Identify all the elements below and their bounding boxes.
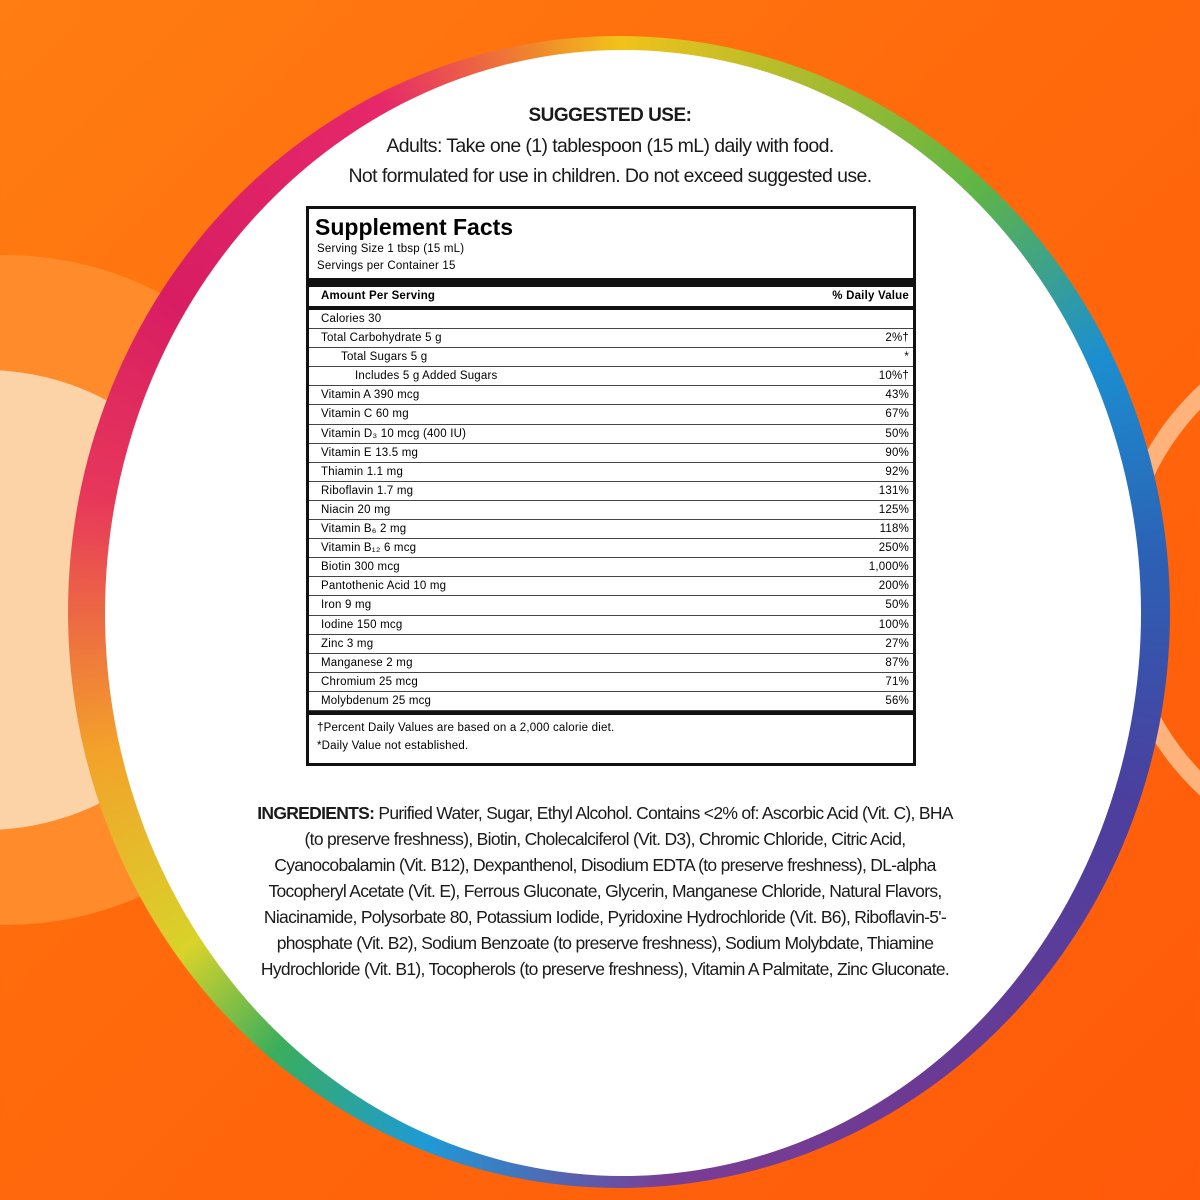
- facts-row: [309, 558, 913, 577]
- nutrient-daily-value: 200%: [878, 580, 909, 593]
- ingredients-text: Purified Water, Sugar, Ethyl Alcohol. Contains <2% of: Ascorbic Acid (Vit. C), BHA (to preserve freshness), Biotin, Cholecalciferol (Vit. D3), Chromic Chloride, Citric Acid, Cyanocobalamin (Vit. B12), Dexpanthenol, Disodium EDTA (to preserve freshness), DL-alpha Tocopheryl Acetate (Vit. E), Ferrous Gluconate, Glycerin, Manganese Chloride, Natural Flavors, Niacinamide, Polysorbate 80, Potassium Iodide, Pyridoxine Hydrochloride (Vit. B6), Riboflavin-5'- phosphate (Vit. B2), Sodium Benzoate (to preserve freshness), Sodium Molybdate, Thiamine Hydrochloride (Vit. B1), Tocopherols (to preserve freshness), Vitamin A Palmitate, Zinc Gluconate.: [260, 803, 953, 979]
- nutrient-daily-value: 100%: [878, 618, 909, 631]
- nutrient-name: Iron 9 mg: [321, 599, 372, 612]
- facts-row: [309, 654, 913, 673]
- nutrient-daily-value: 56%: [885, 694, 909, 707]
- nutrient-name: Vitamin B₆ 2 mg: [321, 523, 407, 536]
- nutrient-name: Vitamin C 60 mg: [321, 408, 409, 421]
- facts-row: [309, 520, 913, 539]
- nutrient-daily-value: 27%: [885, 637, 909, 650]
- facts-header-row: [309, 287, 913, 306]
- nutrient-daily-value: 2%†: [885, 332, 909, 345]
- suggested-use-line: Not formulated for use in children. Do not exceed suggested use.: [348, 165, 872, 187]
- ingredients-section: [255, 800, 955, 982]
- nutrient-name: Manganese 2 mg: [321, 656, 413, 669]
- facts-rows: [309, 310, 913, 711]
- nutrient-daily-value: 250%: [878, 542, 909, 555]
- facts-row: [309, 329, 913, 348]
- nutrient-name: Chromium 25 mcg: [321, 675, 418, 688]
- nutrient-daily-value: *: [904, 351, 909, 364]
- facts-row: [309, 577, 913, 596]
- facts-row: [309, 405, 913, 424]
- nutrient-daily-value: 43%: [885, 389, 909, 402]
- nutrient-daily-value: 118%: [879, 523, 909, 536]
- nutrient-name: Total Carbohydrate 5 g: [321, 332, 442, 345]
- nutrient-name: Molybdenum 25 mcg: [321, 694, 432, 707]
- footnote: †Percent Daily Values are based on a 2,000 calorie diet.: [317, 721, 615, 734]
- nutrient-daily-value: 50%: [885, 427, 909, 440]
- facts-row: [309, 463, 913, 482]
- nutrient-name: Total Sugars 5 g: [341, 351, 428, 364]
- facts-row: [309, 635, 913, 654]
- facts-row: [309, 673, 913, 692]
- facts-row: [309, 425, 913, 444]
- nutrient-name: Pantothenic Acid 10 mg: [321, 580, 447, 593]
- servings-per-container: Servings per Container 15: [317, 260, 456, 272]
- nutrient-name: Thiamin 1.1 mg: [321, 465, 404, 478]
- nutrient-daily-value: 125%: [878, 503, 909, 516]
- nutrient-name: Includes 5 g Added Sugars: [355, 370, 498, 383]
- footnotes: [309, 715, 913, 763]
- serving-size: Serving Size 1 tbsp (15 mL): [317, 243, 465, 255]
- suggested-use-line: Adults: Take one (1) tablespoon (15 mL) daily with food.: [386, 135, 834, 157]
- nutrient-name: Iodine 150 mcg: [321, 618, 403, 631]
- facts-row: [309, 310, 913, 329]
- nutrient-name: Niacin 20 mg: [321, 503, 391, 516]
- facts-row: [309, 444, 913, 463]
- nutrient-daily-value: 90%: [885, 446, 909, 459]
- facts-row: [309, 616, 913, 635]
- divider-thick: [309, 278, 913, 287]
- suggested-use-heading: SUGGESTED USE:: [528, 105, 692, 126]
- nutrient-daily-value: 1,000%: [868, 561, 909, 574]
- header-amount: Amount Per Serving: [321, 290, 436, 302]
- facts-row: [309, 386, 913, 405]
- facts-row: [309, 692, 913, 711]
- facts-row: [309, 501, 913, 520]
- facts-row: [309, 482, 913, 501]
- nutrient-daily-value: 50%: [885, 599, 909, 612]
- facts-row: [309, 596, 913, 615]
- nutrient-daily-value: 67%: [885, 408, 909, 421]
- nutrient-daily-value: 92%: [885, 465, 909, 478]
- facts-row: [309, 367, 913, 386]
- nutrient-name: Vitamin D₃ 10 mcg (400 IU): [321, 427, 467, 440]
- suggested-use-section: [200, 105, 1020, 191]
- nutrient-name: Vitamin A 390 mcg: [321, 389, 420, 402]
- nutrient-daily-value: 131%: [878, 484, 909, 497]
- supplement-facts-title: Supplement Facts: [315, 214, 514, 240]
- nutrient-name: Zinc 3 mg: [321, 637, 374, 650]
- supplement-facts-panel: [306, 206, 916, 766]
- facts-row: [309, 348, 913, 367]
- header-daily-value: % Daily Value: [832, 290, 909, 302]
- footnote: *Daily Value not established.: [317, 739, 469, 752]
- nutrient-daily-value: 71%: [885, 675, 909, 688]
- nutrient-daily-value: 10%†: [878, 370, 909, 383]
- nutrient-name: Riboflavin 1.7 mg: [321, 484, 414, 497]
- nutrient-name: Vitamin B₁₂ 6 mcg: [321, 542, 417, 555]
- nutrient-name: Vitamin E 13.5 mg: [321, 446, 419, 459]
- facts-row: [309, 539, 913, 558]
- nutrient-daily-value: 87%: [885, 656, 909, 669]
- nutrient-name: Calories 30: [321, 313, 382, 325]
- nutrient-name: Biotin 300 mcg: [321, 561, 400, 574]
- ingredients-label: INGREDIENTS:: [257, 803, 375, 823]
